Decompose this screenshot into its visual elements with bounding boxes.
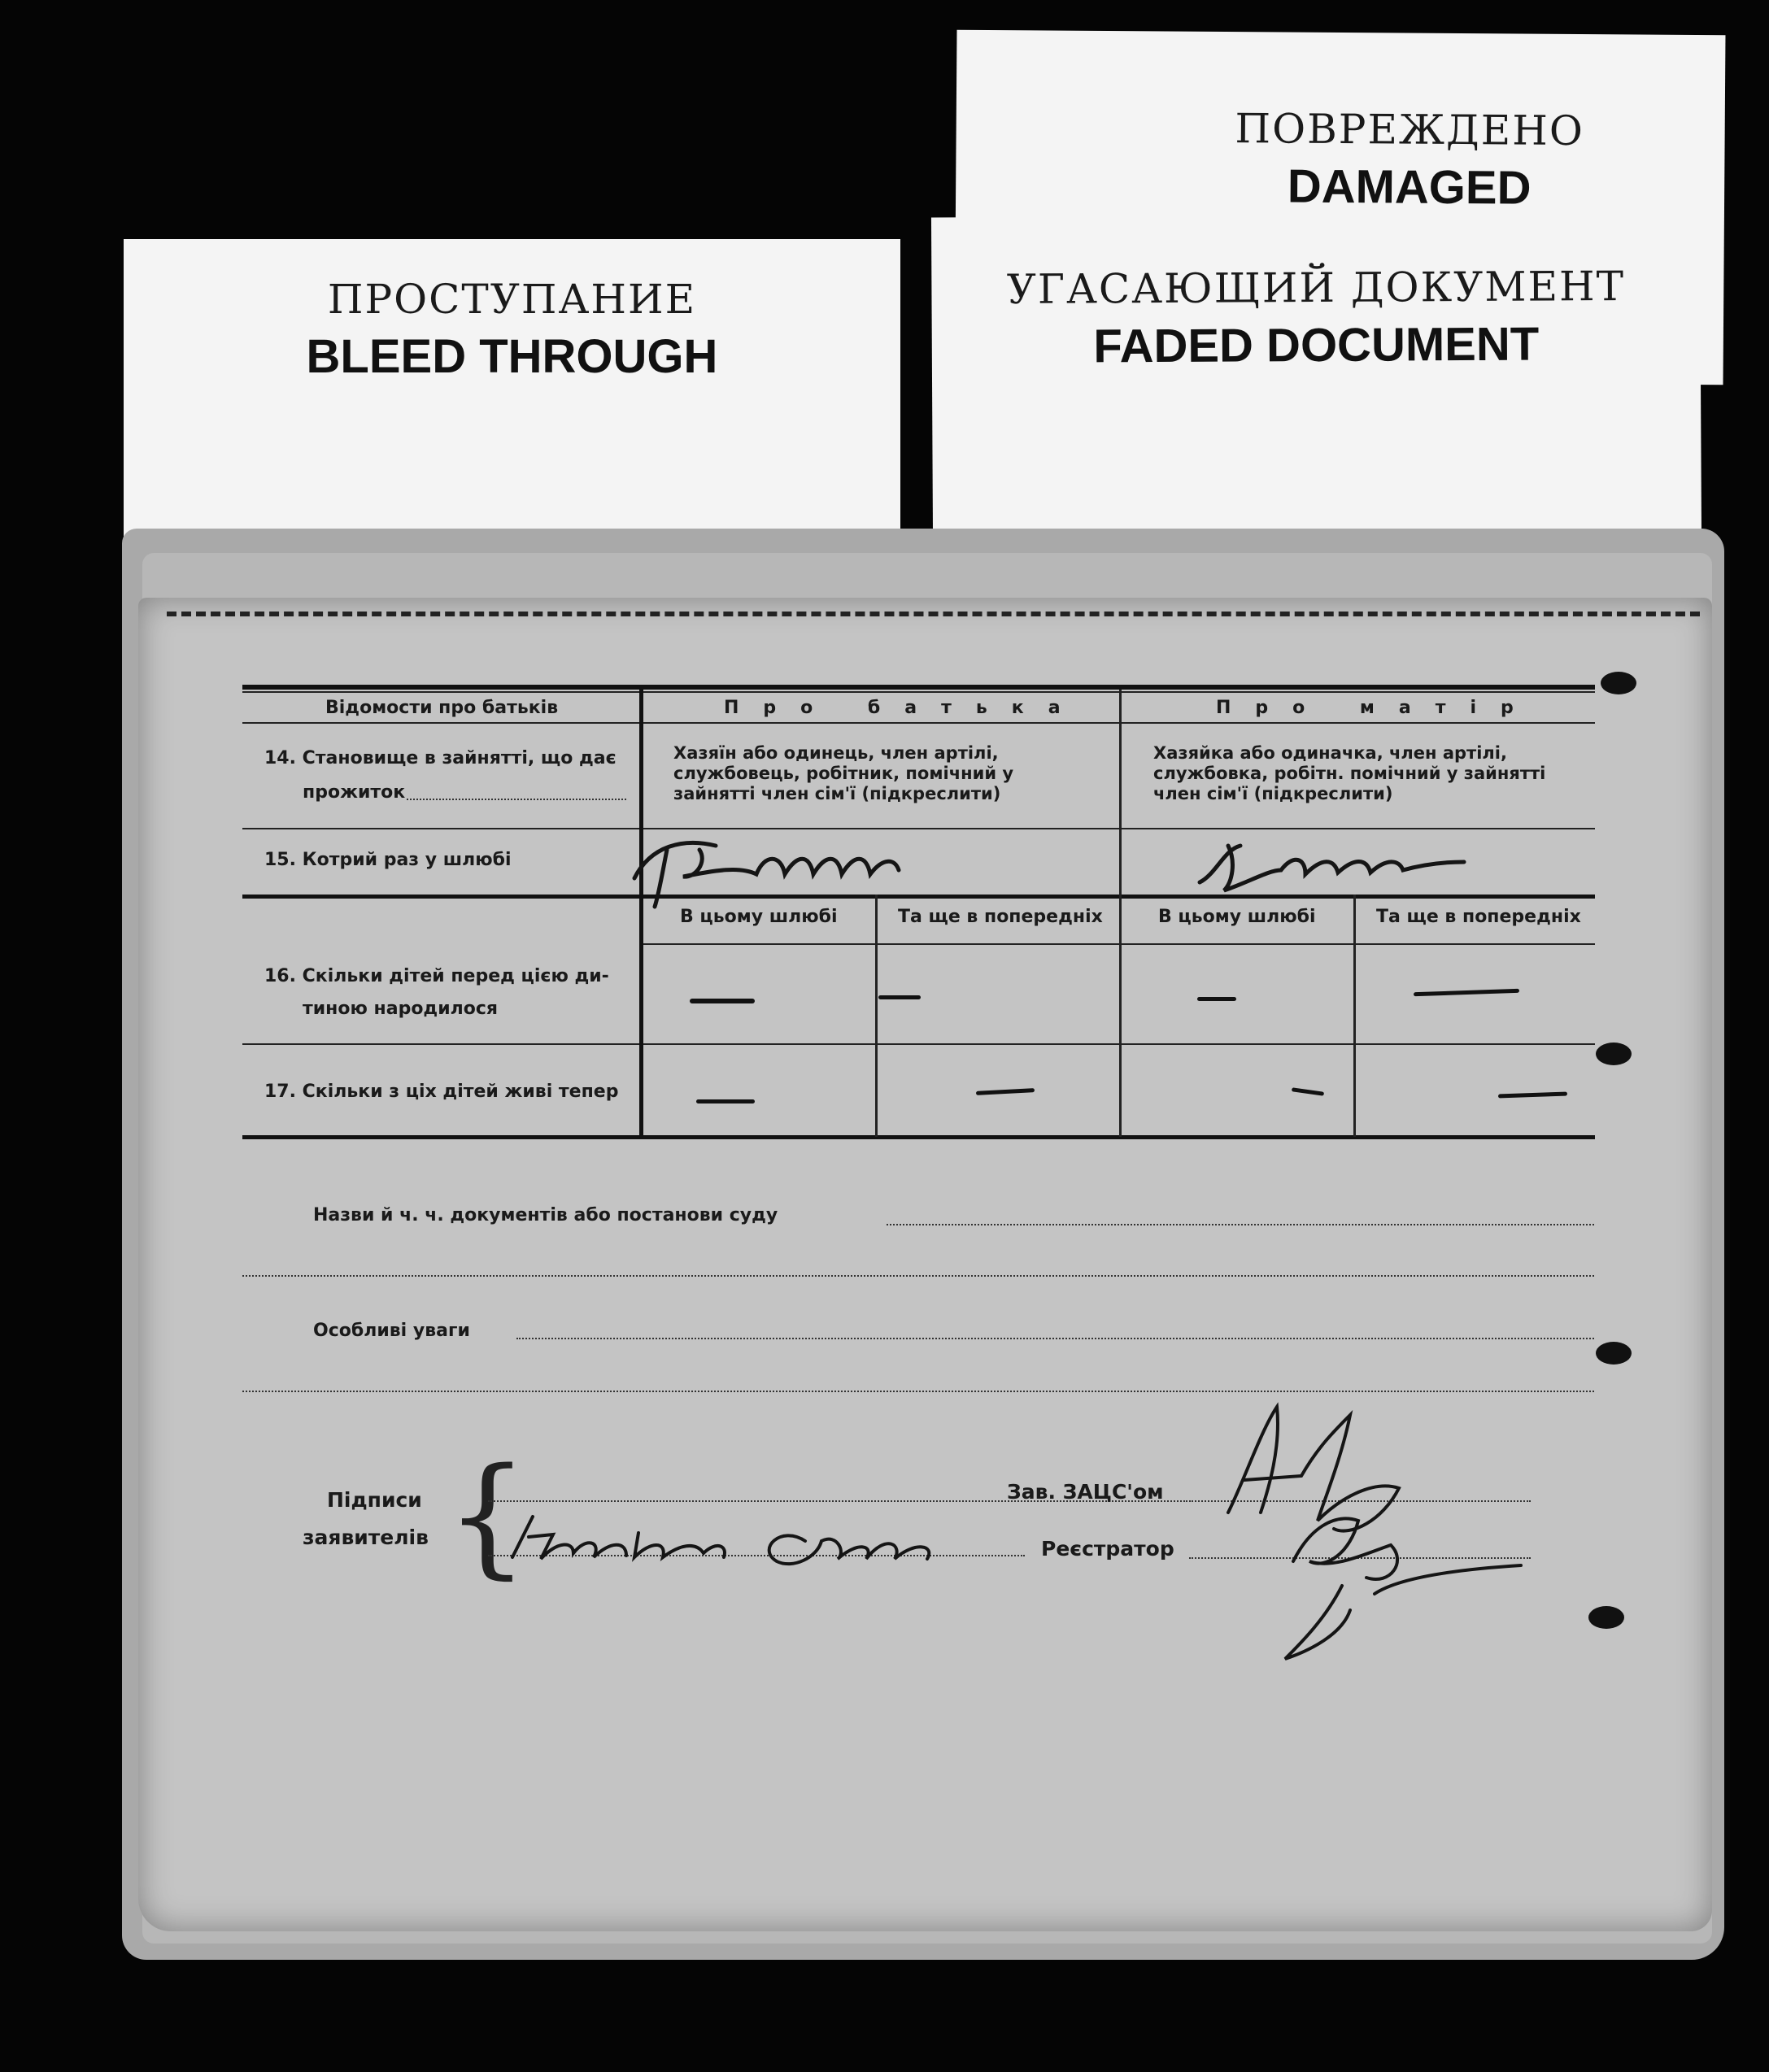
- signatures-brace: {: [446, 1439, 529, 1591]
- binding-hole: [1588, 1606, 1624, 1629]
- row14-dots: [407, 799, 626, 800]
- subheader-father-this-marriage: В цьому шлюбі: [680, 907, 838, 927]
- table-top-rule: [242, 685, 1595, 690]
- row14-mother-options: Хазяйка або одиначка, член артілі, службовка, робітн. помічний у зайнятті член сім'ї (підкреслити): [1153, 743, 1546, 803]
- head-of-registry-label: Зав. ЗАЦС'ом: [1007, 1480, 1164, 1504]
- applicant-signature-handwriting: [496, 1508, 1033, 1574]
- damaged-label-en: DAMAGED: [1287, 159, 1532, 215]
- faded-document-label-ru: УГАСАЮЩИЙ ДОКУМЕНТ: [1006, 263, 1626, 313]
- column-divider-2: [1119, 690, 1122, 1137]
- header-parents-info: Відомости про батьків: [325, 698, 559, 718]
- subheader-mother-previous: Та ще в попередніх: [1376, 907, 1581, 927]
- row16-father-prev-dash: [878, 995, 921, 999]
- table-top-rule-2: [242, 691, 1595, 693]
- column-divider-3: [875, 895, 878, 1137]
- signatures-label-line1: Підписи: [327, 1488, 422, 1512]
- faded-document-label-card: [931, 214, 1701, 543]
- header-about-father: Про батька: [724, 698, 1085, 718]
- row15-label: 15. Котрий раз у шлюбі: [264, 850, 512, 870]
- notes-label: Особливі уваги: [313, 1321, 470, 1341]
- row16-father-dash: [690, 999, 755, 1003]
- binding-hole: [1596, 1342, 1632, 1365]
- perforation-line: [167, 612, 1700, 616]
- row16-label-line1: 16. Скільки дітей перед цією ди-: [264, 966, 609, 986]
- row15-mother-handwriting: [1192, 825, 1468, 899]
- row14-label-line1: 14. Становище в зайнятті, що дає: [264, 748, 617, 768]
- row15-father-handwriting: [618, 821, 968, 911]
- binding-hole: [1596, 1043, 1632, 1065]
- notes-dots-2: [242, 1391, 1594, 1392]
- bleed-through-label-en: BLEED THROUGH: [306, 330, 718, 383]
- faded-document-label-en: FADED DOCUMENT: [1093, 317, 1540, 373]
- column-divider-1: [639, 690, 643, 1137]
- binding-hole: [1601, 672, 1636, 694]
- documents-dots-1: [887, 1224, 1594, 1225]
- row16-rule: [242, 1043, 1595, 1045]
- column-divider-4: [1353, 895, 1356, 1137]
- row14-father-options: Хазяїн або одинець, член артілі, службовець, робітник, помічний у зайнятті член сім'ї (підкреслити): [673, 743, 1014, 803]
- row16-mother-dash: [1197, 997, 1236, 1001]
- damaged-label-ru: ПОВРЕЖДЕНО: [1235, 105, 1585, 155]
- notes-dots-1: [516, 1338, 1594, 1339]
- official-signature-handwriting: [1212, 1399, 1553, 1708]
- row14-label-line2: прожиток: [303, 782, 406, 803]
- subheader-mother-this-marriage: В цьому шлюбі: [1158, 907, 1316, 927]
- documents-dots-2: [242, 1275, 1594, 1277]
- signatures-label-line2: заявителів: [303, 1526, 429, 1549]
- subheader-father-previous: Та ще в попередніх: [898, 907, 1103, 927]
- documents-label: Назви й ч. ч. документів або постанови суду: [313, 1205, 778, 1225]
- header-rule: [242, 722, 1595, 724]
- header-about-mother: Про матір: [1216, 698, 1538, 718]
- row17-label: 17. Скільки з ціх дітей живі тепер: [264, 1082, 619, 1102]
- bleed-through-label-ru: ПРОСТУПАНИЕ: [327, 276, 697, 323]
- registrar-label: Реєстратор: [1041, 1537, 1174, 1561]
- table-bottom-rule: [242, 1135, 1595, 1139]
- row17-father-dash: [696, 1099, 755, 1103]
- row16-label-line2: тиною народилося: [303, 999, 499, 1019]
